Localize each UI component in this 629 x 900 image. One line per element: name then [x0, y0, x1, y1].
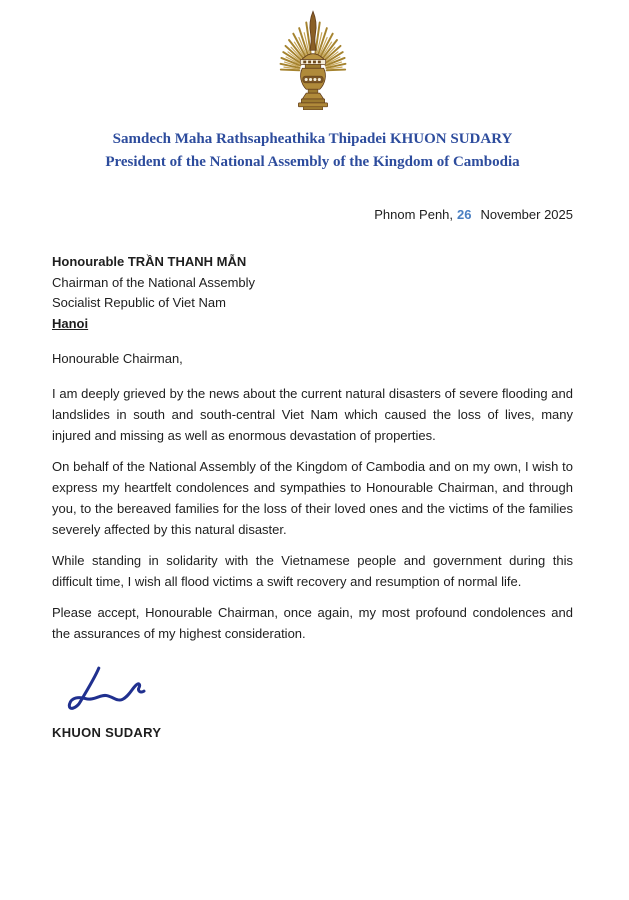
dateline-day: 26 [457, 207, 472, 222]
sender-honorific-line: Samdech Maha Rathsapheathika Thipadei KHUON SUDARY [112, 131, 513, 147]
handwritten-signature-icon [62, 661, 154, 717]
recipient-block [52, 252, 573, 334]
dateline-place: Phnom Penh, [374, 207, 454, 222]
salutation: Honourable Chairman, [52, 351, 183, 366]
body-paragraph-2: On behalf of the National Assembly of the Kingdom of Cambodia and on my own, I wish to express my heartfelt condolences and sympathies to Honourable Chairman, and through you, to the bereaved families for the loss of their loved ones and the victims of the families severely affected by this natural disaster. [52, 459, 573, 537]
signer-name: KHUON SUDARY [52, 725, 162, 740]
recipient-name: Honourable TRẦN THANH MẪN [52, 254, 247, 269]
dateline [52, 204, 573, 225]
dateline-month-year: November 2025 [480, 207, 573, 222]
sender-title-line: President of the National Assembly of the Kingdom of Cambodia [105, 154, 520, 170]
recipient-title: Chairman of the National Assembly [52, 274, 256, 290]
body-paragraph-1: I am deeply grieved by the news about the current natural disasters of severe flooding and landslides in south and south-central Viet Nam which caused the loss of lives, many injured and missing as well as enormous devastation of properties. [52, 386, 573, 443]
national-emblem-icon [274, 8, 352, 112]
body-paragraph-4: Please accept, Honourable Chairman, once again, my most profound condolences and the assurances of my highest consideration. [52, 605, 573, 641]
letterhead [52, 128, 573, 174]
recipient-city: Hanoi [52, 315, 89, 331]
body-paragraph-3: While standing in solidarity with the Vietnamese people and government during this difficult time, I wish all flood victims a swift recovery and resumption of normal life. [52, 553, 573, 589]
recipient-country: Socialist Republic of Viet Nam [52, 295, 226, 310]
